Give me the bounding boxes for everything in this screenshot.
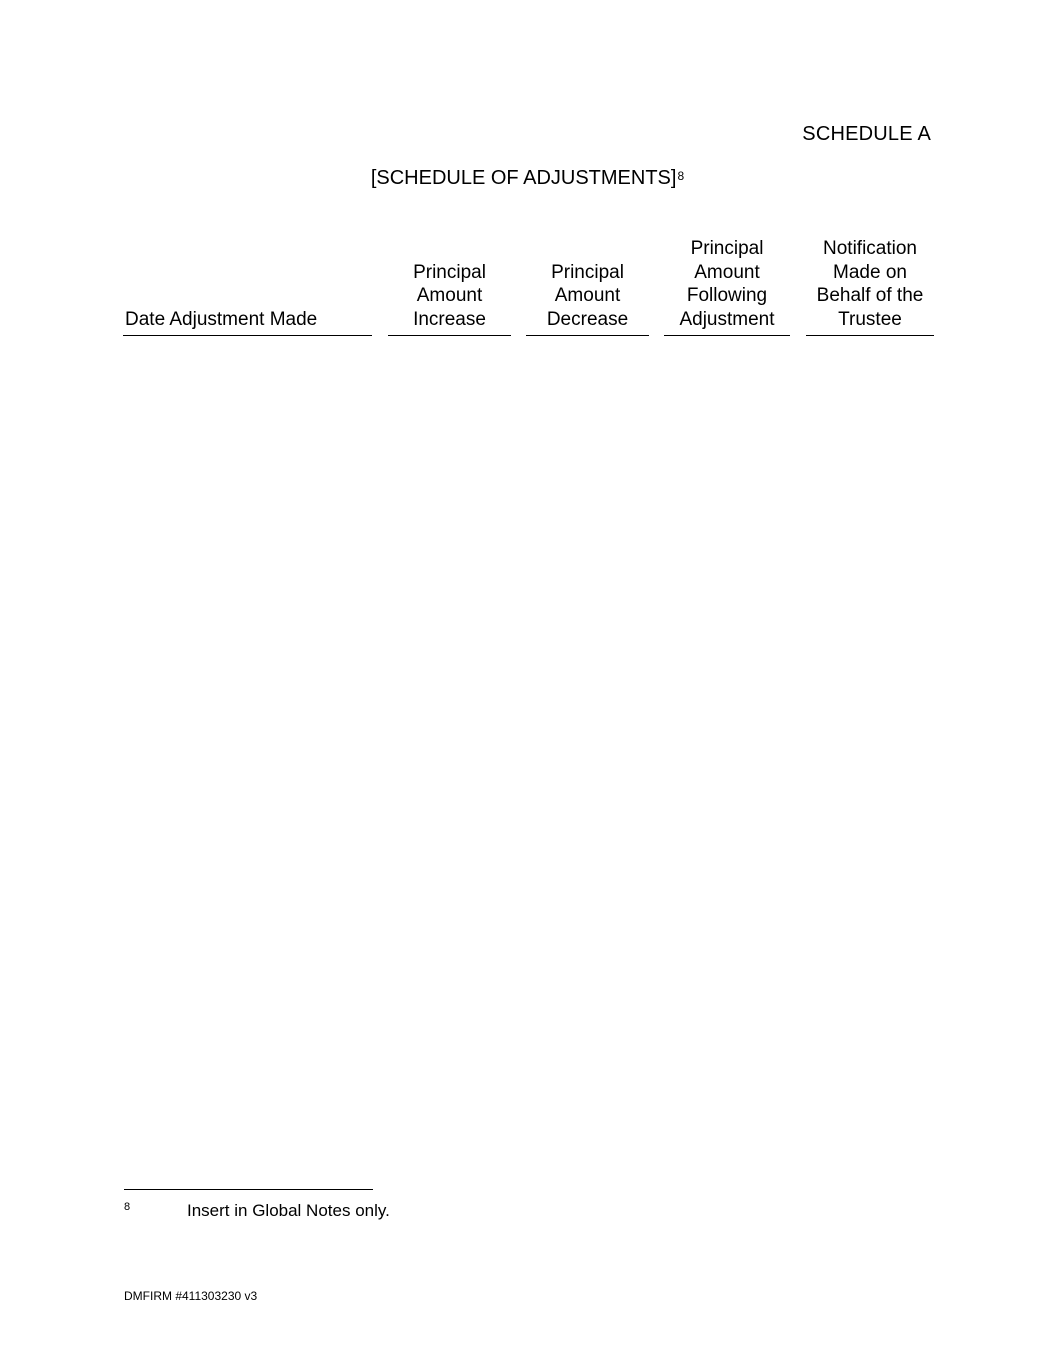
column-header-principal-amount-following-adjustment	[664, 237, 790, 336]
column-header-date-adjustment-made	[123, 308, 372, 337]
column-header-principal-amount-decrease	[526, 261, 649, 337]
column-header-principal-amount-increase	[388, 261, 511, 337]
column-header-line: Principal	[413, 261, 486, 283]
column-header-line: Decrease	[546, 308, 629, 330]
column-header-line: Principal	[551, 261, 624, 283]
footnote-reference: 8	[677, 169, 685, 183]
column-header-line: Amount	[694, 261, 760, 283]
footnote-divider	[124, 1189, 373, 1190]
footnote-text: Insert in Global Notes only.	[187, 1201, 390, 1220]
column-header-line: Notification	[823, 238, 917, 259]
schedule-label: SCHEDULE A	[802, 123, 931, 145]
schedule-title-text: [SCHEDULE OF ADJUSTMENTS]	[370, 167, 677, 189]
column-header-line: Increase	[413, 308, 486, 330]
schedule-title	[0, 167, 1055, 190]
column-header-line: Principal	[690, 238, 764, 259]
column-header-line: Date Adjustment Made	[125, 308, 318, 330]
column-header-line: Adjustment	[679, 308, 775, 330]
column-header-line: Amount	[554, 285, 621, 306]
column-header-notification-trustee	[806, 237, 934, 336]
footnote-number: 8	[124, 1201, 131, 1213]
column-header-line: Following	[686, 285, 768, 306]
column-header-line: Made on	[833, 261, 907, 283]
column-header-line: Amount	[416, 285, 483, 306]
column-header-line: Trustee	[838, 308, 902, 330]
column-header-line: Behalf of the	[816, 285, 924, 306]
document-id: DMFIRM #411303230 v3	[124, 1289, 258, 1303]
